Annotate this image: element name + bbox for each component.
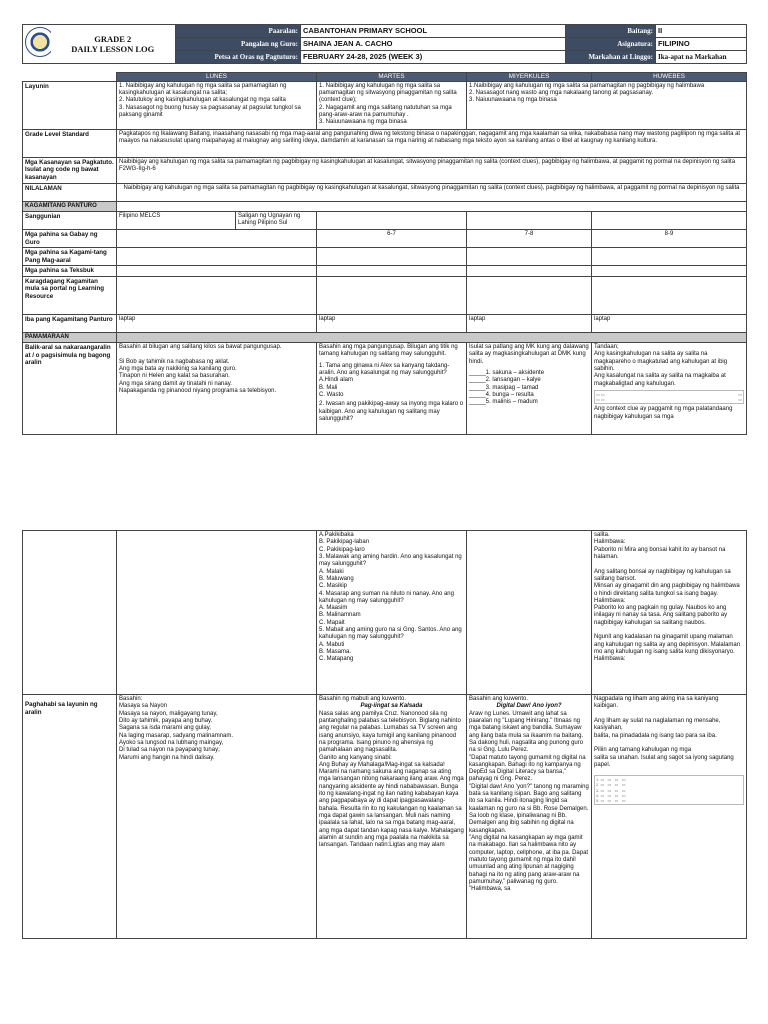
example-graphic: ▭ ▭ ▭ ▭ ▭ ▭ xyxy=(594,390,744,404)
paghahabi-miyerkules-story: Araw ng Lunes. Umawit ang lahat sa paaralan ng "Lupang Hinirang." Itinaas ng mga batang iskawt ang bandila. Sumayaw ang ilang bata mula sa ikaanim na baitang. Sa dakong huli, nagsalita ang punong guro na si Gng. Lulu Perez. "Dapat matuto tayong gumamit ng digital na kasangkapan. Bahagi ito ng kampanya ng DepEd sa Digital Literacy sa bansa," pahayag ni Gng. Perez. "Digital daw! Ano 'yon?" tanong ng maraming bata sa kanilang isipan. Bago ang salitang ito sa kanila. Hindi itonaging lingid sa kaalaman ng guro na si Bb. Rose Demalgen. Sa loob ng klase, ipinaliwanag ni Bb. Demalgen ang ibig sabihin ng digital na kasangkapan. "Ang digital na kasangkapan ay mga gamit na makabago. Ilan sa halimbawa nito ay computer, laptop, cellphone, at iba pa. Dapat matuto tayong gumamit ng mga ito dahil umuunlad ang ating lipunan at nagiging bahagi na ito ng ating pang araw-araw na pamumuhay," paliwanag ng guro. "Halimbawa, sa xyxy=(469,710,589,893)
petsa-label: Petsa at Oras ng Pagtuturo: xyxy=(176,51,301,64)
row-label-gabay: Mga pahina sa Gabay ng Guro xyxy=(23,229,117,247)
row-label-kasanayan: Mga Kasanayan sa Pagkatuto. Isulat ang code ng bawat kasanayan xyxy=(23,157,117,183)
layunin-miyerkules: 1.Naibibigay ang kahulugan ng mga salita sa pamamagitan ng pagbibigay ng halimbawa 2. Nasasagot nang wasto ang mga nakalaang tanong at pagsasanay. 3. Naiuunawaana ng mga binasa xyxy=(467,81,747,129)
paghahabi-huwebes xyxy=(592,695,747,939)
paghahabi-huwebes-text: Nagpadala ng liham ang aking ina sa kaniyang kaibigan. Ang liham ay sulat na naglalaman ng mensahe, kasiyahan, balita, na pinadadala ng isang tao para sa iba. Piliin ang tamang kahulugan ng mga salita sa unahan. Isulat ang sagot sa iyong sagutang papel. xyxy=(594,696,734,768)
markahan-label: Markahan at Linggo: xyxy=(566,51,656,64)
story-title: Pag-iingat sa Kalsada xyxy=(360,703,423,710)
sanggunian-a: Filipino MELCS xyxy=(117,212,236,229)
list-item: _____4. bunga – resulta xyxy=(469,391,534,398)
asignatura-value: FILIPINO xyxy=(656,38,747,51)
story-title: Digital Daw! Ano iyon? xyxy=(496,703,562,710)
gabay-huwebes: 8-9 xyxy=(592,229,747,247)
paaralan-value: CABANTOHAN PRIMARY SCHOOL xyxy=(301,25,566,38)
paghahabi-miyerkules xyxy=(467,695,592,939)
baitang-label: Baitang: xyxy=(566,25,656,38)
iba-lunes: laptap xyxy=(117,314,317,332)
lesson-log-page-2 xyxy=(22,530,746,939)
asignatura-label: Asignatura: xyxy=(566,38,656,51)
balik-huwebes-text: Tandaan; Ang kasingkahulugan na salita ay salita na magkapareho o magkatulad ang kahulugan at ibig sabihin. Ang kasalungat na salita ay salita na magkaiba at magkabaligtad ang kahulugan. xyxy=(594,344,728,387)
row-label-paghahabi: Paghahabi sa layunin ng aralin xyxy=(23,695,117,939)
sanggunian-lunes xyxy=(117,211,317,229)
row-label-pamamaraan: PAMAMARAAN xyxy=(23,332,117,342)
guro-label: Pangalan ng Guro: xyxy=(176,38,301,51)
day-header-huwebes: HUWEBES xyxy=(592,73,747,82)
lesson-log-page-1 xyxy=(22,24,746,435)
day-header-lunes: LUNES xyxy=(117,73,317,82)
petsa-value: FEBRUARY 24-28, 2025 (WEEK 3) xyxy=(301,51,566,64)
balik-martes-intro: Basahin ang mga pangungusap. Bilugan ang titik ng tamang kahulugan ng salitang may salungguhit. xyxy=(319,344,458,358)
paghahabi-miyerkules-intro: Basahin ang kuwento. xyxy=(469,696,529,702)
nilalaman-text: Naibibigay ang kahulugan ng mga salita sa pamamagitan ng pagbibigay ng kasingkahulugan at kasalungat, sitwasyong pinaggamitan ng salita (context clues), pagbibigay ng halimbawa, at paggamit ng pormal na depinisyon ng salita xyxy=(117,183,747,201)
list-item: _____1. sakuna – aksidente xyxy=(469,370,545,377)
balik-miyerkules xyxy=(467,343,592,435)
layunin-martes: 1. Naibibigay ang kahulugan ng mga salita sa pamamagitan ng sitwasyong pinaggamitan ng salita (context clue); 2. Nagagamit ang mga salitang natutuhan sa mga pang-araw-araw na pamumuhay . 3. Naiuunawaana ng mga binasa xyxy=(317,81,467,129)
guro-value: SHAINA JEAN A. CACHO xyxy=(301,38,566,51)
markahan-value: Ika-apat na Markahan xyxy=(656,51,747,64)
balik-miyerkules-intro: Isulat sa patlang ang MK kung ang dalawang salita ay magkasingkahulugan at DMK kung hindi. xyxy=(469,344,589,365)
gabay-miyerkules: 7-8 xyxy=(467,229,592,247)
row-label-sanggunian: Sanggunian xyxy=(23,211,117,229)
iba-huwebes: laptap xyxy=(592,314,747,332)
row-label-layunin: Layunin xyxy=(23,81,117,129)
header-table xyxy=(22,24,747,64)
row-label-gls: Grade Level Standard xyxy=(23,129,117,157)
baitang-value: II xyxy=(656,25,747,38)
paghahabi-martes xyxy=(317,695,467,939)
balik-martes-q2: 2. Iwasan ang pakikipag-away sa inyong mga kalaro o kaibigan. Ano ang kahulugan ng salitang may salungguhit? xyxy=(319,401,464,422)
row-label-kagamitang-magaaral: Mga pahina sa Kagami-tang Pang Mag-aaral xyxy=(23,248,117,266)
row-label-karagdagang: Karagdagang Kagamitan mula sa portal ng Learning Resource xyxy=(23,276,117,314)
lesson-table-p2 xyxy=(22,530,747,939)
paaralan-label: Paaralan: xyxy=(176,25,301,38)
gls-text: Pagkatapos ng Ikalawang Baitang, inaasahang nasasabi ng mga mag-aaral ang pangunahing diwa ng tekstong binasa o napakinggan, nagagamit ang mga kaalaman sa wika, nakababasa nang may wastong paglilipon ng mga salita at maayos na nakasusulat upang maipahayag at maiugnay ang sariling ideya, damdamin at karanasan sa mga narinig at nabasang mga teksto ayon sa kanilang antas o libel at kaugnay ng kanilang kultura. xyxy=(117,129,747,157)
iba-miyerkules: laptap xyxy=(467,314,592,332)
paghahabi-martes-intro: Basahin ng mabuti ang kuwento. xyxy=(319,696,407,702)
balik-martes xyxy=(317,343,467,435)
row-label-nilalaman: NILALAMAN xyxy=(23,183,117,201)
layunin-lunes: 1. Naibibigay ang kahulugan ng mga salita sa pamamagitan ng kasingkahulugan at kasalungat na salita; 2. Natutukoy ang kasingkahulugan at kasalungat ng mga salita 3. Nasasagot ng buong husay sa pagsasanay at pagsulat tungkol sa paksang ginamit xyxy=(117,81,317,129)
gabay-martes: 6-7 xyxy=(317,229,467,247)
p2-martes-top: A.Pakikibaka B. Pakikipag-laban C. Pakikipag-laro 3. Malawak ang aming hardin. Ano ang kasalungat ng may salungguhit? A. Malaki B. Maluwang C. Masikip 4. Masarap ang suman na niluto ni nanay. Ano ang kahulugan ng may salungguhit? A. Maasim B. Malinamnam C. Mapait 5. Mabait ang aming guro na si Gng. Santos. Ano ang kahulugan ng may salungguhit? A. Mabuti B. Masama. C. Matapang xyxy=(317,531,467,695)
paghahabi-lunes: Basahin: Masaya sa Nayon Masaya sa nayon, maligayang tunay, Dito ay tahimik, payapa ang buhay. Sagana sa isda marami ang gulay, Na laging masarap, sadyang malinamnam. Ayoko sa lungsod na lubhang maingay, Di tulad sa nayon na payapang tunay; Marumi ang hangin na hindi dalisay. xyxy=(117,695,317,939)
paghahabi-martes-story: Nasa salas ang pamilya Cruz. Nanonood sila ng pantanghaling palabas sa telebisyon. Biglang nahinto ang regular na palabas. Lumabas sa TV screen ang isang anunsiyo, kaya tumigil ang kanilang pinanood na programa. Isang pinuno ng ahensiya ng pamahalaan ang nagsasalita. Ganito ang kanyang sinabi: Ang Buhay ay Mahalaga!Mag-ingat sa kalsada! Marami na namang sakuna ang naganap sa ating mga lansangan nitong nakaraang ilang araw. Ang mga nangyaring aksidente ay hindi nababawasan. Bunga ito ng kawalang-ingat ng ilan nating kababayan kaya ang pagpapabaya ay di dapat ipagpasawalang-bahala. Resulta rin ito ng kakulangan ng kaalaman sa mga dapat gawin sa lansangan. Muli nais naming ipaalala sa lahat, lalo na sa mga batang mag-aaral, ang mga dapat tandan kapag nasa kalye. Mahalagang alamin at sundin ang mga paalala na makikita sa lansangan. Tandaan natin:Ligtas ang may alam xyxy=(319,710,464,849)
doc-title: GRADE 2 DAILY LESSON LOG xyxy=(51,25,176,64)
day-header-martes: MARTES xyxy=(317,73,467,82)
balik-miyerkules-items xyxy=(469,370,589,407)
balik-huwebes-tail: Ang context clue ay paggamit ng mga palatandaang nagbibigay kahulugan sa mga xyxy=(594,406,733,420)
lesson-table-p1 xyxy=(22,72,747,435)
matching-exercise-graphic: 1. ▭ ▭ ▭ ▭ 2. ▭ ▭ ▭ ▭ 3. ▭ ▭ ▭ ▭ 4. ▭ ▭ ▭ ▭ 5. ▭ ▭ ▭ ▭ xyxy=(594,775,744,805)
balik-lunes: Basahin at bilugan ang salitang kilos sa bawat pangungusap. Si Bob ay tahimik na nagbabasa ng aklat. Ang mga bata ay nakikinig sa kanilang guro. Tinapon ni Helen ang kalat sa basurahan. Ang mga sirang damit ay tinatahi ni nanay. Napakaganda ng pinanood niyang programa sa telebisyon. xyxy=(117,343,317,435)
deped-seal xyxy=(23,25,51,64)
kasanayan-text: Naibibigay ang kahulugan ng mga salita sa pamamagitan ng pagbibigay ng kasingkahulugan at kasalungat, sitwasyong pinaggamitan ng salita (context clues), pagbibigay ng halimbawa, at paggamit ng pormal na depinisyon ng salita F2WG-IIg-h-6 xyxy=(117,157,747,183)
list-item: _____2. lansangan – kalye xyxy=(469,377,541,384)
list-item: _____3. masipag – tamad xyxy=(469,384,539,391)
row-label-teksbuk: Mga pahina sa Teksbuk xyxy=(23,266,117,277)
balik-martes-q1: 1. Tama ang ginawa ni Alex sa kanyang takdang-aralin. Ano ang kasalungat ng may salungguhit? A.Hindi alam B. Mali C. Wasto xyxy=(319,362,450,398)
sanggunian-b: Saligan ng Ugnayan ng Lahing Pilipino Sul xyxy=(238,212,301,227)
p2-huwebes-top: salita. Halimbawa: Paborito ni Mira ang bonsai kahit ito ay bansot na halaman. Ang salitang bonsai ay nagbibigay ng kahulugan sa salitang bansot. Minsan ay ginagamit din ang pagbibigay ng halimbawa o hindi direktang salita tungkol sa isang bagay. Halimbawa: Paborito ko ang pagkain ng gulay. Naubos ko ang inilagay ni nanay sa tasa. Ang salitang paborito ay nagbibigay kahulugan sa salitang naubos. Ngunit ang kadalasan na ginagamit upang malaman ang kahulugan ng salita ay ang depinisyon. Malalaman mo ang kahulugan ng isang salita kung dikisyonaryo. Halimbawa: xyxy=(592,531,747,695)
balik-huwebes xyxy=(592,343,747,435)
row-label-kagamitan: KAGAMITANG PANTURO xyxy=(23,201,117,211)
list-item: _____5. malinis – madum xyxy=(469,399,538,406)
iba-martes: laptap xyxy=(317,314,467,332)
row-label-iba: Iba pang Kagamitang Panturo xyxy=(23,314,117,332)
row-label-balik-aral: Balik-aral sa nakaraangaralin at / o pagsisimula ng bagong aralin xyxy=(23,343,117,435)
day-header-miyerkules: MIYERKULES xyxy=(467,73,592,82)
